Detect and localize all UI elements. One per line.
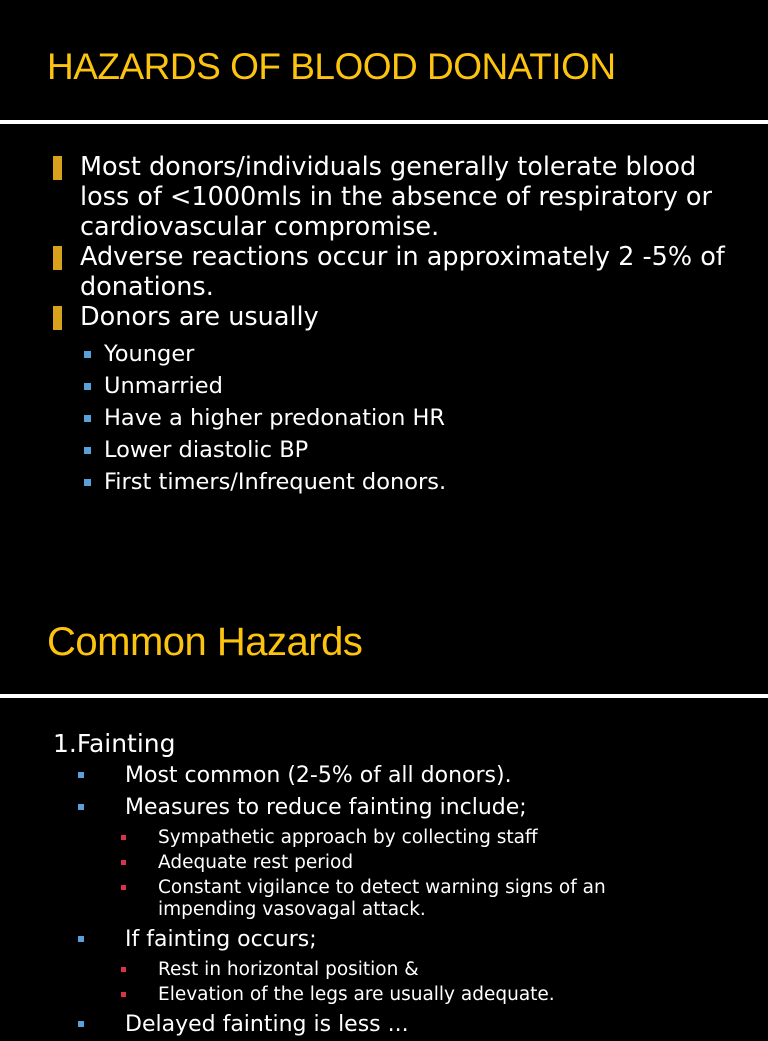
sub-bullet-text: Unmarried <box>104 373 223 399</box>
sub-bullet-item <box>0 466 768 498</box>
sub-bullet-item <box>0 370 768 402</box>
square-bullet-icon <box>84 415 91 422</box>
sub-bullet-text: Have a higher predonation HR <box>104 405 446 431</box>
sub-bullet-text: Constant vigilance to detect warning signs of an impending vasovagal attack. <box>158 877 606 920</box>
bullet-text: Most donors/individuals generally tolerate blood loss of <1000mls in the absence of respiratory or cardiovascular compromise. <box>80 152 713 242</box>
sub-bullet-text: Sympathetic approach by collecting staff <box>158 827 538 848</box>
sub-bullet-item <box>0 402 768 434</box>
bullet-list <box>0 152 768 498</box>
square-bullet-icon <box>121 835 126 840</box>
sub-bullet-text: First timers/Infrequent donors. <box>104 469 447 495</box>
sub-bullet-item <box>0 827 768 849</box>
sub-bullet-item <box>0 338 768 370</box>
square-bullet-icon <box>78 772 84 778</box>
sub-bullet-item <box>0 959 768 981</box>
bullet-marker-icon <box>53 306 62 330</box>
square-bullet-icon <box>84 383 91 390</box>
sub-bullet-text: Younger <box>104 341 195 367</box>
bullet-text: Delayed fainting is less ... <box>125 1012 409 1037</box>
sub-bullet-text: Rest in horizontal position & <box>158 959 419 980</box>
square-bullet-icon <box>84 351 91 358</box>
bullet-item <box>0 152 768 242</box>
sub-bullet-item <box>0 984 768 1006</box>
sub-bullet-text: Elevation of the legs are usually adequate. <box>158 984 555 1005</box>
sub-bullet-list <box>0 338 768 498</box>
bullet-list <box>0 728 768 1041</box>
square-bullet-icon <box>121 885 126 890</box>
title-divider <box>0 694 768 698</box>
slide-title: HAZARDS OF BLOOD DONATION <box>47 46 616 87</box>
bullet-marker-icon <box>53 156 62 180</box>
bullet-item <box>0 924 768 956</box>
title-divider <box>0 120 768 124</box>
sub-bullet-item <box>0 434 768 466</box>
bullet-text: Donors are usually <box>80 302 319 332</box>
bullet-text: Adverse reactions occur in approximately 2 -5% of donations. <box>80 242 725 302</box>
numbered-heading: 1.Fainting <box>53 729 176 758</box>
square-bullet-icon <box>84 479 91 486</box>
bullet-item <box>0 760 768 792</box>
bullet-text: Most common (2-5% of all donors). <box>125 763 512 788</box>
bullet-item <box>0 792 768 824</box>
bullet-text: If fainting occurs; <box>125 927 317 952</box>
square-bullet-icon <box>84 447 91 454</box>
sub-bullet-item <box>0 852 768 874</box>
square-bullet-icon <box>121 967 126 972</box>
bullet-marker-icon <box>53 246 62 270</box>
bullet-item <box>0 302 768 332</box>
bullet-item <box>0 242 768 302</box>
square-bullet-icon <box>78 804 84 810</box>
square-bullet-icon <box>121 860 126 865</box>
sub-bullet-text: Lower diastolic BP <box>104 437 309 463</box>
slide-title: Common Hazards <box>47 620 363 664</box>
sub-bullet-text: Adequate rest period <box>158 852 354 873</box>
sub-bullet-item <box>0 877 768 921</box>
slide-common-hazards <box>0 576 768 1037</box>
square-bullet-icon <box>78 1021 84 1027</box>
bullet-text: Measures to reduce fainting include; <box>125 795 527 820</box>
square-bullet-icon <box>78 936 84 942</box>
bullet-item <box>0 1009 768 1041</box>
square-bullet-icon <box>121 992 126 997</box>
